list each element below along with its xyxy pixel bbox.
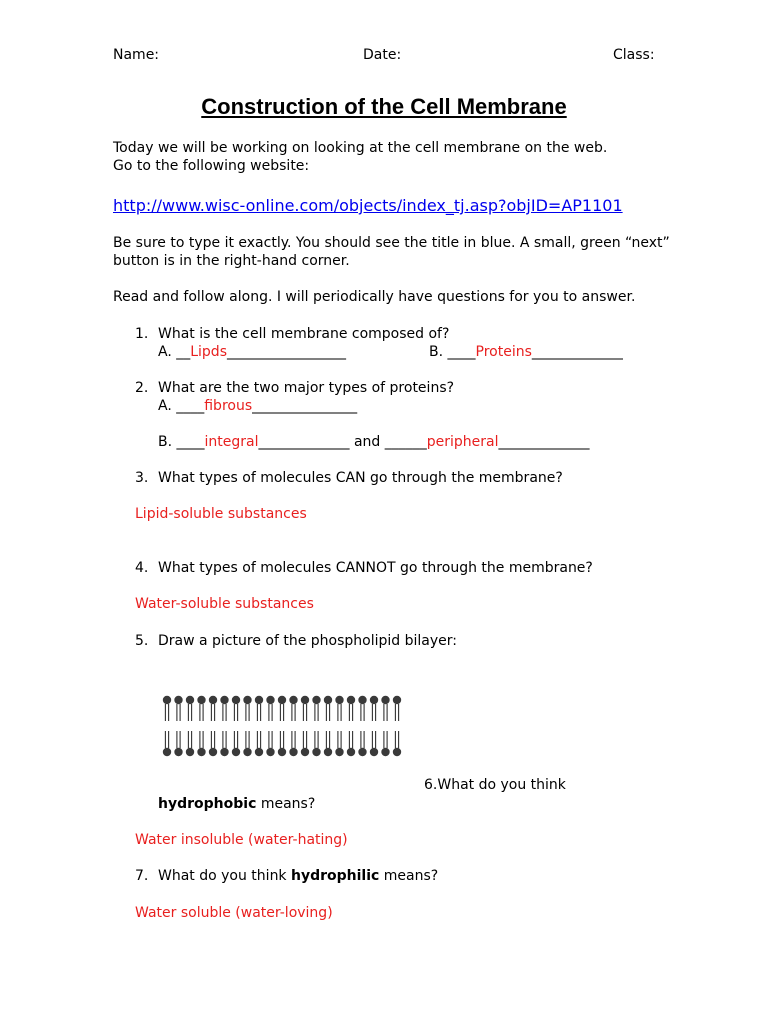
phospholipid-head	[358, 696, 366, 704]
phospholipid-head	[197, 748, 205, 756]
question-4-text: What types of molecules CANNOT go through the membrane?	[158, 560, 593, 576]
answer-blank: _______________	[252, 398, 358, 414]
answer-text: fibrous	[204, 398, 253, 414]
and-connector: and ______	[349, 434, 427, 450]
intro-line-2: Go to the following website:	[113, 158, 310, 174]
phospholipid-head	[266, 696, 274, 704]
phospholipid-head	[312, 696, 320, 704]
question-6-number-text: 6.What do you think	[424, 777, 566, 793]
phospholipid-head	[278, 696, 286, 704]
phospholipid-head	[232, 696, 240, 704]
phospholipid-head	[220, 748, 228, 756]
question-7-pre: What do you think	[158, 868, 291, 884]
question-5-number: 5.	[135, 633, 149, 649]
intro-line-1: Today we will be working on looking at the cell membrane on the web.	[113, 140, 608, 156]
instructions-line-1: Be sure to type it exactly. You should see the title in blue. A small, green “next”	[113, 235, 670, 251]
website-link[interactable]: http://www.wisc-online.com/objects/index_tj.asp?objID=AP1101	[113, 196, 623, 215]
question-2-answer-a	[158, 398, 357, 414]
phospholipid-head	[301, 696, 309, 704]
phospholipid-bilayer-icon	[158, 690, 406, 762]
question-1-answer-a	[158, 344, 346, 360]
question-6-rest: means?	[256, 796, 316, 812]
question-1-text: What is the cell membrane composed of?	[158, 326, 450, 342]
phospholipid-head	[335, 748, 343, 756]
phospholipid-head	[358, 748, 366, 756]
question-4-answer: Water-soluble substances	[135, 596, 314, 612]
phospholipid-head	[393, 748, 401, 756]
date-label: Date:	[363, 47, 402, 63]
answer-prefix: A. __	[158, 344, 191, 360]
page-title: Construction of the Cell Membrane	[201, 94, 567, 119]
bold-term: hydrophobic	[158, 796, 257, 812]
question-7-answer: Water soluble (water-loving)	[135, 905, 333, 921]
phospholipid-head	[393, 696, 401, 704]
question-7-number: 7.	[135, 868, 149, 884]
question-6-answer: Water insoluble (water-hating)	[135, 832, 348, 848]
question-2-number: 2.	[135, 380, 149, 396]
class-label: Class:	[613, 47, 655, 63]
answer-prefix: A. ____	[158, 398, 205, 414]
phospholipid-head	[266, 748, 274, 756]
answer-prefix: B. ____	[429, 344, 476, 360]
question-1-answer-b	[429, 344, 623, 360]
phospholipid-head	[335, 696, 343, 704]
phospholipid-head	[255, 696, 263, 704]
phospholipid-head	[243, 696, 251, 704]
phospholipid-head	[255, 748, 263, 756]
phospholipid-head	[186, 748, 194, 756]
question-4-number: 4.	[135, 560, 149, 576]
phospholipid-head	[220, 696, 228, 704]
phospholipid-head	[312, 748, 320, 756]
answer-blank: _____________	[531, 344, 623, 360]
phospholipid-head	[381, 748, 389, 756]
question-5-text: Draw a picture of the phospholipid bilayer:	[158, 633, 457, 649]
answer-blank: _____________	[258, 434, 350, 450]
question-6-text	[158, 796, 315, 812]
question-3-text: What types of molecules CAN go through the membrane?	[158, 470, 563, 486]
question-3-answer: Lipid-soluble substances	[135, 506, 307, 522]
phospholipid-head	[301, 748, 309, 756]
question-2-answer-b	[158, 434, 590, 450]
answer-prefix: B. ____	[158, 434, 205, 450]
question-1-number: 1.	[135, 326, 149, 342]
phospholipid-head	[370, 696, 378, 704]
phospholipid-head	[289, 696, 297, 704]
phospholipid-head	[289, 748, 297, 756]
bold-term: hydrophilic	[291, 868, 380, 884]
phospholipid-head	[381, 696, 389, 704]
answer-text: integral	[204, 434, 259, 450]
phospholipid-head	[163, 748, 171, 756]
question-7-rest: means?	[379, 868, 439, 884]
answer-text: Lipds	[190, 344, 227, 360]
phospholipid-head	[174, 748, 182, 756]
phospholipid-head	[209, 748, 217, 756]
phospholipid-head	[197, 696, 205, 704]
phospholipid-head	[209, 696, 217, 704]
answer-blank: _________________	[227, 344, 346, 360]
phospholipid-head	[232, 748, 240, 756]
instructions-line-2: button is in the right-hand corner.	[113, 253, 350, 269]
phospholipid-head	[370, 748, 378, 756]
phospholipid-head	[347, 748, 355, 756]
question-2-text: What are the two major types of proteins?	[158, 380, 455, 396]
phospholipid-head	[186, 696, 194, 704]
name-label: Name:	[113, 47, 160, 63]
question-3-number: 3.	[135, 470, 149, 486]
instructions-line-3: Read and follow along. I will periodically have questions for you to answer.	[113, 289, 636, 305]
answer-text: peripheral	[426, 434, 499, 450]
question-7-text	[158, 868, 438, 884]
phospholipid-head	[324, 748, 332, 756]
phospholipid-head	[347, 696, 355, 704]
phospholipid-head	[278, 748, 286, 756]
answer-text: Proteins	[475, 344, 532, 360]
phospholipid-head	[324, 696, 332, 704]
phospholipid-head	[174, 696, 182, 704]
phospholipid-head	[163, 696, 171, 704]
phospholipid-head	[243, 748, 251, 756]
answer-blank: _____________	[498, 434, 590, 450]
